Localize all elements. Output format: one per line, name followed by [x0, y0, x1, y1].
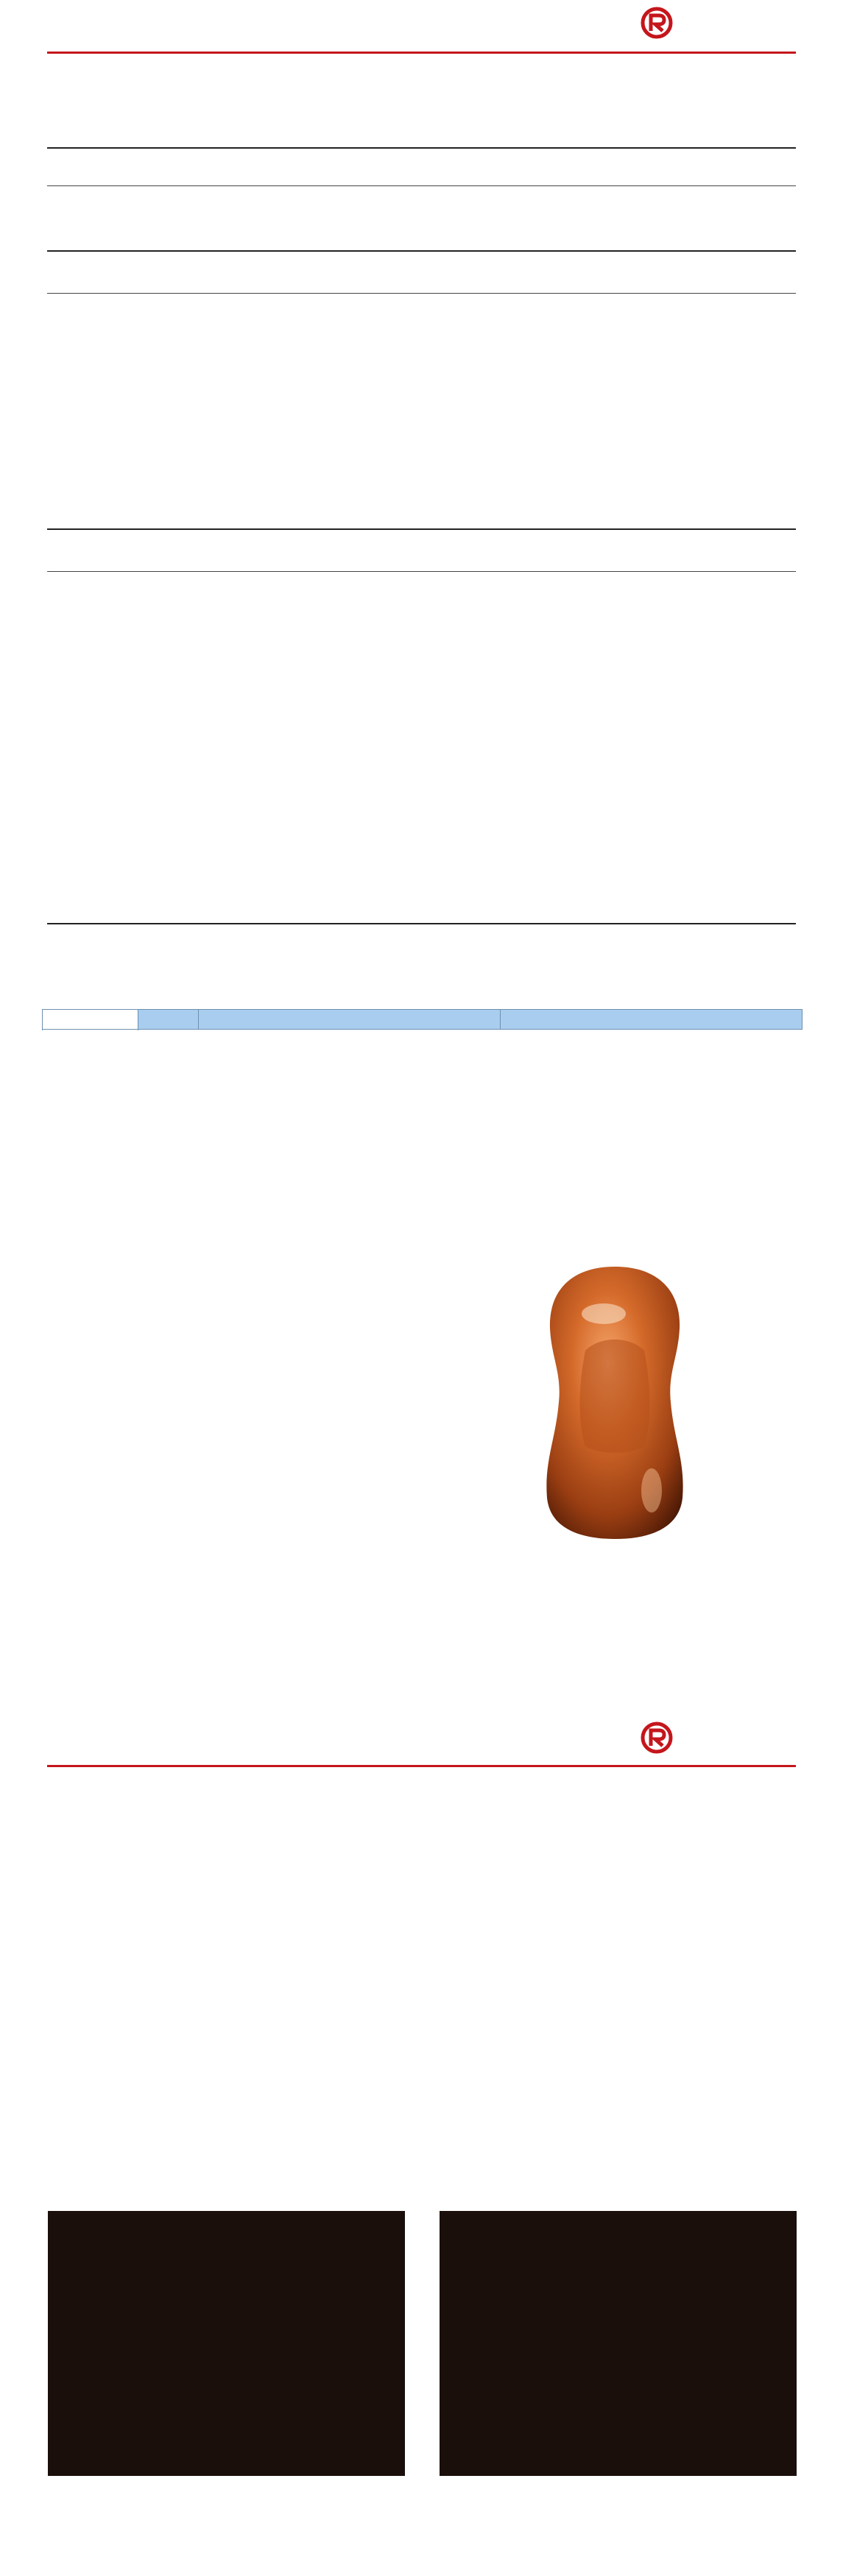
rule — [47, 250, 796, 252]
white-base-header — [199, 1010, 501, 1030]
rule — [47, 923, 796, 924]
car-panel-icon — [541, 1262, 688, 1542]
sample-car-image — [541, 1262, 688, 1545]
polar-color-chart — [37, 1248, 434, 1618]
color-data-table-wrap — [42, 1009, 803, 1030]
psd-rule — [47, 1765, 796, 1767]
psd-chart — [44, 1844, 795, 2112]
brand-logo — [641, 6, 803, 40]
page-title — [47, 10, 59, 36]
micrograph-100x — [48, 2211, 405, 2476]
rika-logo-icon — [641, 6, 803, 40]
rule — [47, 185, 796, 186]
header-rule — [47, 52, 796, 54]
micrograph-400x — [440, 2211, 797, 2476]
psd-title — [47, 1727, 59, 1753]
rule — [47, 528, 796, 530]
brand-logo-2 — [641, 1721, 803, 1755]
black-base-header — [501, 1010, 803, 1030]
rika-logo-icon — [641, 1721, 803, 1755]
rule — [47, 147, 796, 149]
color-data-table — [42, 1009, 803, 1030]
blank-header — [43, 1010, 138, 1030]
rule — [47, 293, 796, 294]
angle-header — [138, 1010, 199, 1030]
rule — [47, 571, 796, 572]
